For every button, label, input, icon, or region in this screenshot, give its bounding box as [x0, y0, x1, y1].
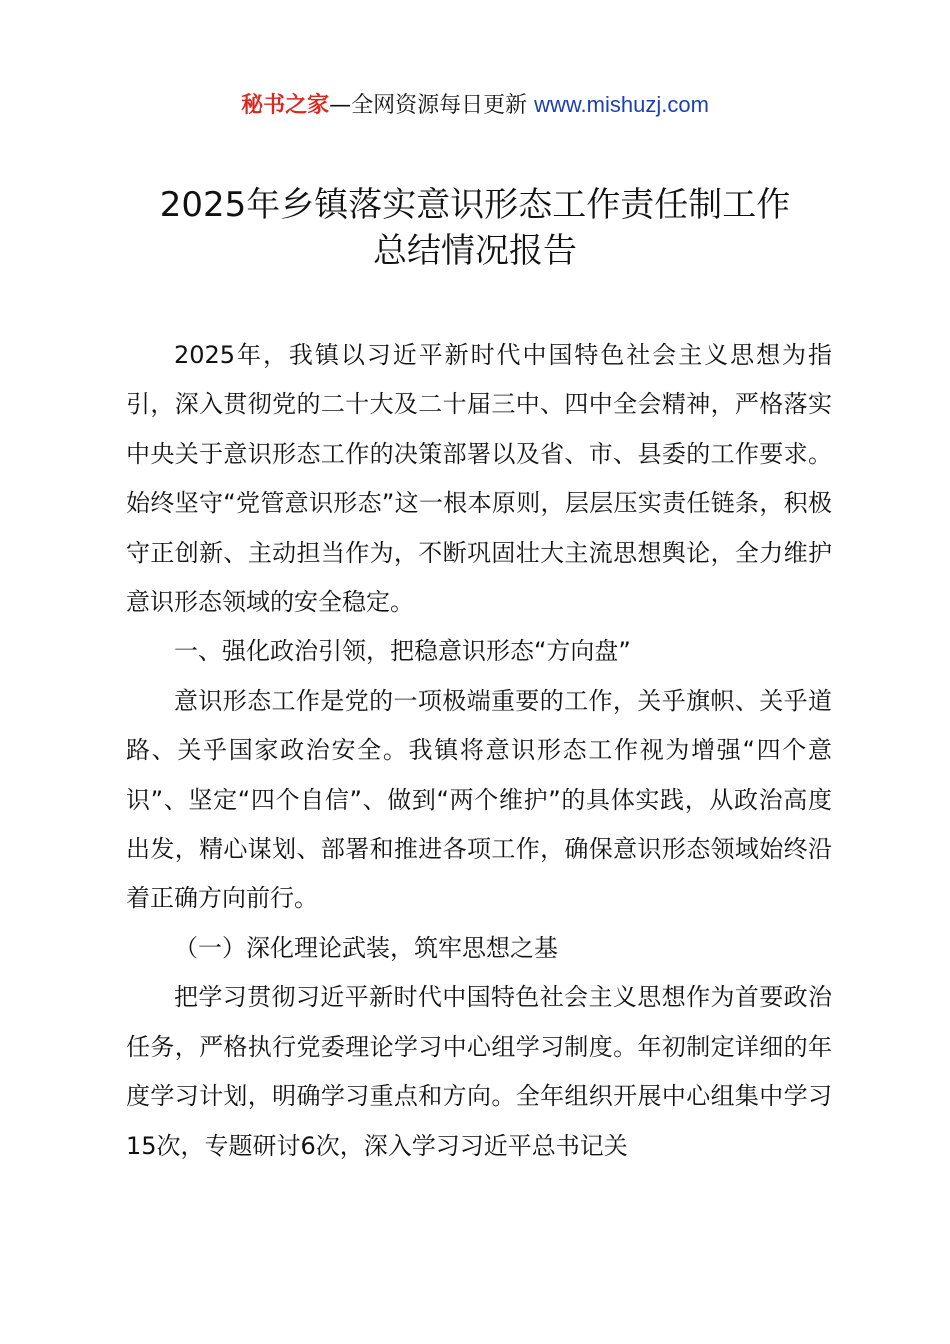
intro-paragraph: 2025年，我镇以习近平新时代中国特色社会主义思想为指引，深入贯彻党的二十大及二十届三中、四中全会精神，严格落实中央关于意识形态工作的决策部署以及省、市、县委的工作要求。始终坚守“党管意识形态”这一根本原则，层层压实责任链条，积极守正创新、主动担当作为，不断巩固壮大主流思想舆论，全力维护意识形态领域的安全稳定。 [126, 341, 832, 617]
brand-name[interactable]: 秘书之家 [241, 93, 330, 118]
document-title [60, 182, 890, 274]
subsection-heading-1: （一）深化理论武装，筑牢思想之基 [174, 933, 558, 962]
section-heading-1: 一、强化政治引领，把稳意识形态“方向盘” [174, 637, 631, 666]
title-line-2: 总结情况报告 [373, 231, 577, 271]
site-banner [0, 88, 950, 123]
banner-tagline: —全网资源每日更新 [329, 93, 535, 118]
section-1-paragraph: 意识形态工作是党的一项极端重要的工作，关乎旗帜、关乎道路、关乎国家政治安全。我镇将意识形态工作视为增强“四个意识”、坚定“四个自信”、做到“两个维护”的具体实践，从政治高度出发，精心谋划、部署和推进各项工作，确保意识形态领域始终沿着正确方向前行。 [126, 686, 832, 913]
document-body [126, 331, 832, 1171]
subsection-1-paragraph: 把学习贯彻习近平新时代中国特色社会主义思想作为首要政治任务，严格执行党委理论学习中心组学习制度。年初制定详细的年度学习计划，明确学习重点和方向。全年组织开展中心组集中学习15次，专题研讨6次，深入学习习近平总书记关 [126, 983, 832, 1160]
site-url-link[interactable]: www.mishuzj.com [534, 92, 709, 117]
title-line-1: 2025年乡镇落实意识形态工作责任制工作 [159, 185, 791, 225]
